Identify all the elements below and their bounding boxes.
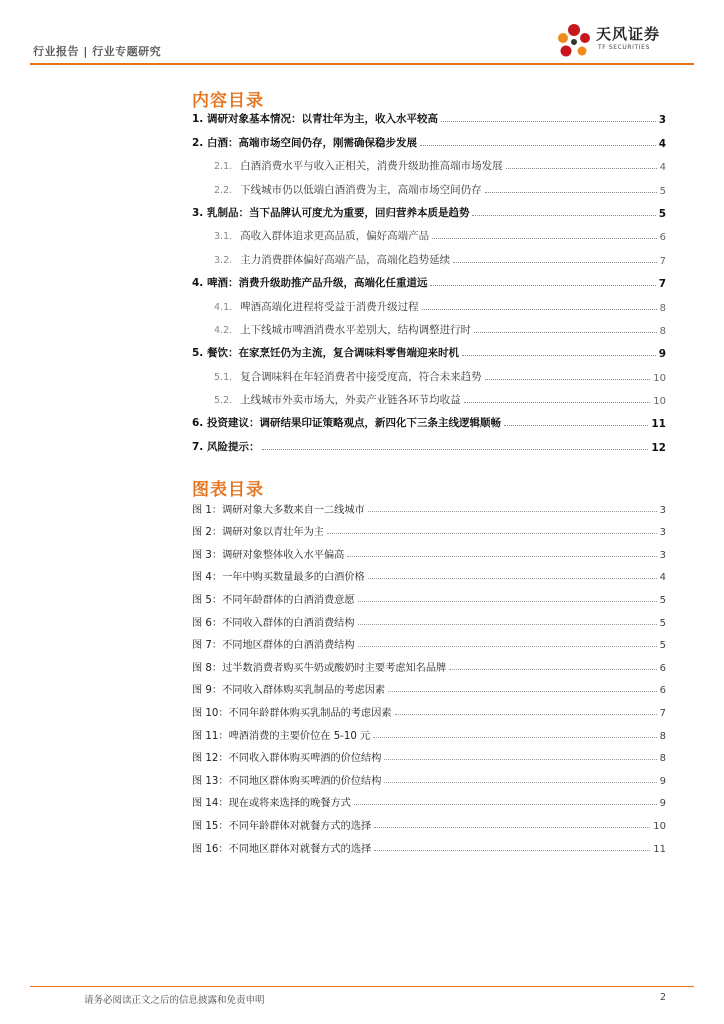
toc-entry-label [192, 205, 469, 223]
toc-entry-page: 5 [658, 207, 666, 220]
toc-entry[interactable] [192, 200, 666, 223]
toc-entry-label [192, 135, 417, 153]
figure-entry[interactable] [192, 496, 666, 519]
toc-entry-page: 8 [659, 325, 666, 337]
figure-entry-label: 图 16：不同地区群体对就餐方式的选择 [192, 843, 372, 855]
figure-entry-page: 9 [659, 798, 666, 810]
figure-entry[interactable] [192, 564, 666, 587]
figure-entry[interactable] [192, 632, 666, 655]
toc-entry[interactable] [192, 129, 666, 152]
toc-entry-text: 5. 餐饮：在家烹饪仍为主流，复合调味料零售端迎来时机 [192, 347, 459, 360]
toc-entry-number: 5.2. [214, 395, 233, 407]
figure-entry-label: 图 8：过半数消费者购买牛奶或酸奶时主要考虑知名品牌 [192, 662, 447, 674]
figure-entry-page: 8 [659, 730, 666, 742]
toc-subentry[interactable] [192, 317, 666, 340]
footer-disclaimer: 请务必阅读正文之后的信息披露和免责申明 [84, 995, 265, 1006]
figure-entry-label: 图 5：不同年龄群体的白酒消费意愿 [192, 594, 355, 606]
dot-leader [374, 826, 650, 828]
toc-entry-text: 主力消费群体偏好高端产品，高端化趋势延续 [240, 253, 451, 266]
logo-text-en: TF SECURITIES [598, 44, 650, 51]
toc-entry-label [192, 111, 438, 129]
toc-entry-page: 5 [659, 185, 666, 197]
toc-entry-text: 高收入群体追求更高品质，偏好高端产品 [240, 230, 430, 243]
figure-entry-label: 图 7：不同地区群体的白酒消费结构 [192, 640, 355, 652]
figure-entry[interactable] [192, 745, 666, 768]
toc-entry-number: 2.2. [214, 184, 233, 196]
header-rule [30, 63, 694, 65]
toc-entry-number: 3.1. [214, 231, 233, 243]
dot-leader [358, 623, 657, 625]
footer-rule [30, 986, 694, 987]
company-logo [552, 20, 692, 64]
dot-leader [453, 261, 656, 263]
toc-entry-label [192, 345, 459, 363]
toc-entry-number: 4.2. [214, 324, 233, 336]
figure-entry-label: 图 12：不同收入群体购买啤酒的价位结构 [192, 753, 382, 765]
dot-leader [474, 331, 656, 333]
toc-entry-number: 2.1. [214, 161, 233, 173]
figure-entry-page: 9 [659, 775, 666, 787]
toc-entry-number: 3.2. [214, 254, 233, 266]
figure-entry[interactable] [192, 790, 666, 813]
page-header [30, 25, 694, 63]
toc-subentry[interactable] [192, 363, 666, 386]
flower-logo-icon [552, 20, 596, 64]
toc-entry-page: 7 [658, 278, 666, 291]
toc-entry-page: 10 [653, 396, 666, 408]
figure-entry-label: 图 13：不同地区群体购买啤酒的价位结构 [192, 775, 382, 787]
page-number: 2 [659, 992, 666, 1003]
toc-title: 内容目录 [192, 91, 264, 111]
toc-entry-text: 3. 乳制品：当下品牌认可度尤为重要，回归营养本质是趋势 [192, 206, 470, 219]
figure-entry-page: 11 [653, 843, 666, 855]
toc-entry-text: 4. 啤酒：消费升级助推产品升级，高端化任重道远 [192, 277, 428, 290]
toc-entry-text: 白酒消费水平与收入正相关，消费升级助推高端市场发展 [240, 160, 503, 173]
dot-leader [485, 378, 651, 380]
figure-entry[interactable] [192, 586, 666, 609]
toc-entry-label [192, 369, 482, 387]
figure-entry-page: 6 [659, 685, 666, 697]
dot-leader [462, 354, 656, 356]
toc-entry-page: 4 [658, 137, 666, 150]
figure-entry-label: 图 3：调研对象整体收入水平偏高 [192, 549, 345, 561]
toc-entry-page: 10 [653, 372, 666, 384]
figure-entry[interactable] [192, 699, 666, 722]
figure-entry-label: 图 6：不同收入群体的白酒消费结构 [192, 617, 355, 629]
dot-leader [388, 690, 657, 692]
figure-entry-label: 图 9：不同收入群体购买乳制品的考虑因素 [192, 685, 386, 697]
figure-entry-label: 图 10：不同年龄群体购买乳制品的考虑因素 [192, 707, 392, 719]
figure-entry-page: 10 [653, 820, 666, 832]
figure-entry-page: 3 [659, 527, 666, 539]
toc-entry-label [192, 252, 450, 270]
toc-entry-text: 7. 风险提示： [192, 440, 260, 453]
figure-entry-page: 4 [659, 572, 666, 584]
toc-entry-text: 上下线城市啤酒消费水平差别大，结构调整进行时 [240, 323, 472, 336]
toc-entry-page: 9 [658, 348, 666, 361]
toc-entry-label [192, 158, 503, 176]
figure-entry[interactable] [192, 677, 666, 700]
toc-entry[interactable] [192, 270, 666, 293]
toc-entry-page: 4 [659, 162, 666, 174]
table-of-contents [192, 106, 666, 457]
toc-entry-label [192, 228, 429, 246]
dot-leader [430, 284, 655, 286]
toc-subentry[interactable] [192, 153, 666, 176]
dot-leader [504, 424, 648, 426]
dot-leader [354, 803, 657, 805]
toc-entry-label [192, 392, 461, 410]
toc-subentry[interactable] [192, 176, 666, 199]
figure-entry-page: 6 [659, 662, 666, 674]
toc-entry[interactable] [192, 433, 666, 456]
toc-entry-label [192, 275, 427, 293]
figure-entry-page: 5 [659, 617, 666, 629]
dot-leader [449, 668, 656, 670]
toc-entry-text: 1. 调研对象基本情况：以青壮年为主，收入水平较高 [192, 113, 438, 126]
figure-entry-page: 3 [659, 504, 666, 516]
figure-entry[interactable] [192, 812, 666, 835]
figure-entry-page: 3 [659, 549, 666, 561]
figure-entry[interactable] [192, 541, 666, 564]
dot-leader [485, 191, 657, 193]
toc-entry-page: 11 [651, 418, 666, 431]
dot-leader [472, 214, 655, 216]
figure-entry-label: 图 1：调研对象大多数来自一二线城市 [192, 504, 365, 516]
toc-entry-text: 复合调味料在年轻消费者中接受度高，符合未来趋势 [240, 370, 482, 383]
figure-entry-page: 5 [659, 594, 666, 606]
figure-entry-page: 8 [659, 753, 666, 765]
figure-entry[interactable] [192, 835, 666, 858]
toc-entry-number: 4.1. [214, 301, 233, 313]
figure-entry-page: 5 [659, 640, 666, 652]
dot-leader [506, 167, 657, 169]
figure-entry[interactable] [192, 519, 666, 542]
dot-leader [432, 237, 656, 239]
dot-leader [358, 600, 657, 602]
figure-entry-label: 图 2：调研对象以青壮年为主 [192, 527, 324, 539]
dot-leader [262, 448, 648, 450]
dot-leader [368, 577, 657, 579]
toc-entry-text: 6. 投资建议：调研结果印证策略观点，新四化下三条主线逻辑顺畅 [192, 417, 501, 430]
figure-entry-label: 图 11：啤酒消费的主要价位在 5-10 元 [192, 730, 371, 742]
dot-leader [373, 736, 656, 738]
toc-entry[interactable] [192, 410, 666, 433]
figure-list [192, 496, 666, 858]
dot-leader [374, 849, 650, 851]
figure-entry[interactable] [192, 609, 666, 632]
toc-entry-text: 2. 白酒：高端市场空间仍存，刚需确保稳步发展 [192, 136, 417, 149]
toc-entry-label [192, 182, 482, 200]
figure-entry[interactable] [192, 767, 666, 790]
toc-entry-page: 7 [659, 255, 666, 267]
dot-leader [441, 120, 656, 122]
breadcrumb: 行业报告 | 行业专题研究 [33, 45, 162, 58]
dot-leader [347, 555, 656, 557]
dot-leader [395, 713, 657, 715]
toc-subentry[interactable] [192, 293, 666, 316]
toc-entry[interactable] [192, 106, 666, 129]
toc-entry-label [192, 322, 471, 340]
figure-entry[interactable] [192, 654, 666, 677]
dot-leader [358, 645, 657, 647]
dot-leader [464, 401, 651, 403]
toc-entry-page: 3 [658, 114, 666, 127]
dot-leader [384, 781, 656, 783]
figure-entry-label: 图 4：一年中购买数量最多的白酒价格 [192, 572, 365, 584]
toc-entry-page: 8 [659, 302, 666, 314]
dot-leader [327, 532, 657, 534]
dot-leader [384, 758, 656, 760]
toc-entry-page: 12 [651, 441, 666, 454]
dot-leader [420, 144, 656, 146]
toc-entry-label [192, 299, 419, 317]
toc-entry-text: 啤酒高端化进程将受益于消费升级过程 [240, 300, 419, 313]
toc-entry-label [192, 439, 259, 457]
logo-text-cn: 天风证券 [596, 25, 661, 43]
figure-entry-label: 图 14：现在或将来选择的晚餐方式 [192, 798, 351, 810]
toc-subentry[interactable] [192, 246, 666, 269]
figure-entry-page: 7 [659, 707, 666, 719]
dot-leader [368, 510, 657, 512]
toc-entry-label [192, 415, 501, 433]
figure-entry-label: 图 15：不同年龄群体对就餐方式的选择 [192, 820, 372, 832]
toc-entry[interactable] [192, 340, 666, 363]
dot-leader [422, 308, 657, 310]
figure-entry[interactable] [192, 722, 666, 745]
toc-subentry[interactable] [192, 223, 666, 246]
toc-entry-number: 5.1. [214, 371, 233, 383]
toc-subentry[interactable] [192, 387, 666, 410]
figure-list-title: 图表目录 [192, 480, 264, 500]
toc-entry-text: 下线城市仍以低端白酒消费为主，高端市场空间仍存 [240, 183, 482, 196]
toc-entry-text: 上线城市外卖市场大，外卖产业链各环节均收益 [240, 394, 461, 407]
toc-entry-page: 6 [659, 232, 666, 244]
